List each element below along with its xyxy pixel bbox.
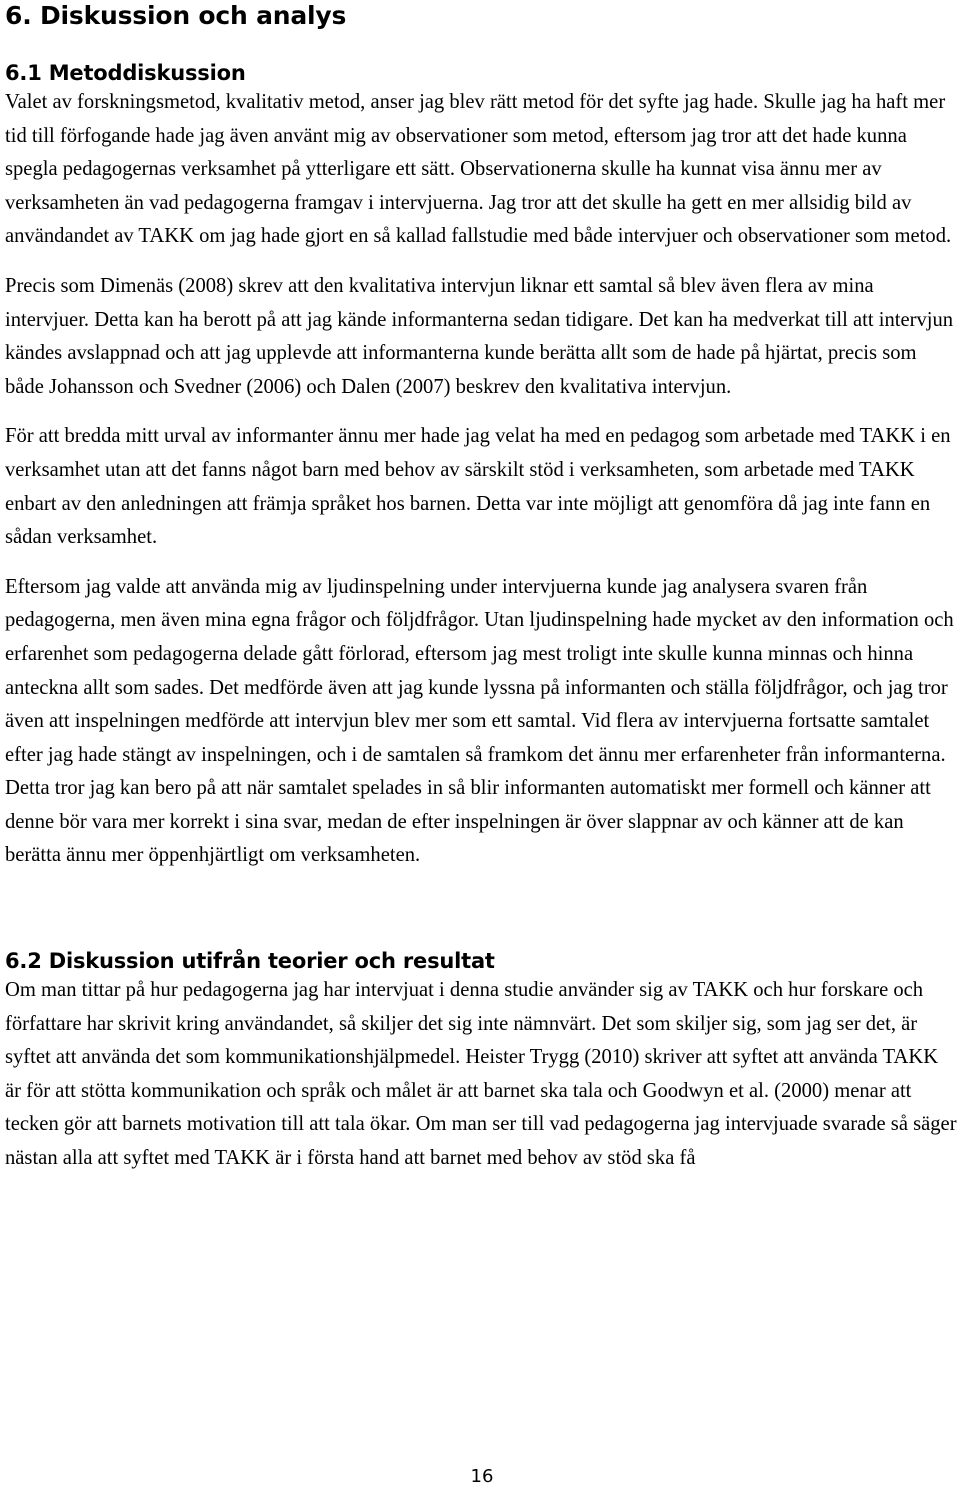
document-page — [5, 0, 957, 1176]
page-number: 16 — [470, 1466, 494, 1487]
paragraph: Eftersom jag valde att använda mig av ljudinspelning under intervjuerna kunde jag analysera svaren från pedagogerna, men även mina egna frågor och följdfrågor. Utan ljudinspelning hade mycket av den information och erfarenhet som pedagogerna delade gått förlorad, eftersom jag mest troligt inte skulle kunna minnas och hinna anteckna allt som sades. Det medförde även att jag kunde lyssna på informanten och ställa följdfrågor, och jag tror även att inspelningen medförde att intervjun blev mer som ett samtal. Vid flera av intervjuerna fortsatte samtalet efter jag hade stängt av inspelningen, och i de samtalen så framkom det ännu mer erfarenheter från informanterna. Detta tror jag kan bero på att när samtalet spelades in så blir informanten automatiskt mer formell och känner att denne bör vara mer korrekt i sina svar, medan de efter inspelningen är över slappnar av och känner att de kan berätta ännu mer öppenhjärtligt om verksamheten. — [5, 575, 954, 867]
paragraph: För att bredda mitt urval av informanter ännu mer hade jag velat ha med en pedagog som arbetade med TAKK i en verksamhet utan att det fanns något barn med behov av särskilt stöd i verksamheten, som arbetade med TAKK enbart av den anledningen att främja språket hos barnen. Detta var inte möjligt att genomföra då jag inte fann en sådan verksamhet. — [5, 425, 951, 549]
section-heading-metoddiskussion: 6.1 Metoddiskussion — [5, 61, 246, 85]
chapter-title: 6. Diskussion och analys — [5, 1, 347, 30]
section-heading-diskussion: 6.2 Diskussion utifrån teorier och resultat — [5, 949, 495, 974]
paragraph: Om man tittar på hur pedagogerna jag har intervjuat i denna studie använder sig av TAKK och hur forskare och författare har skrivit kring användandet, så skiljer det sig inte nämnvärt. Det som skiljer sig, som jag ser det, är syftet att använda det som kommunikationshjälpmedel. Heister Trygg (2010) skriver att syftet att använda TAKK är för att stötta kommunikation och språk och målet är att barnet ska tala och Goodwyn et al. (2000) menar att tecken gör att barnets motivation till att tala ökar. Om man ser till vad pedagogerna jag intervjuade svarade så säger nästan alla att syftet med TAKK är i första hand att barnet med behov av stöd ska få — [5, 979, 957, 1170]
paragraph: Precis som Dimenäs (2008) skrev att den kvalitativa intervjun liknar ett samtal så blev även flera av mina intervjuer. Detta kan ha berott på att jag kände informanterna sedan tidigare. Det kan ha medverkat till att intervjun kändes avslappnad och att jag upplevde att informanterna kunde berätta allt som de hade på hjärtat, precis som både Johansson och Svedner (2006) och Dalen (2007) beskrev den kvalitativa intervjun. — [5, 274, 954, 398]
paragraph: Valet av forskningsmetod, kvalitativ metod, anser jag blev rätt metod för det syfte jag hade. Skulle jag ha haft mer tid till förfogande hade jag även använt mig av observationer som metod, eftersom jag tror att det hade kunna spegla pedagogernas verksamhet på ytterligare ett sätt. Observationerna skulle ha kunnat visa ännu mer av verksamheten än vad pedagogerna framgav i intervjuerna. Jag tror att det skulle ha gett en mer allsidig bild av användandet av TAKK om jag hade gjort en så kallad fallstudie med både intervjuer och observationer som metod. — [5, 91, 952, 248]
